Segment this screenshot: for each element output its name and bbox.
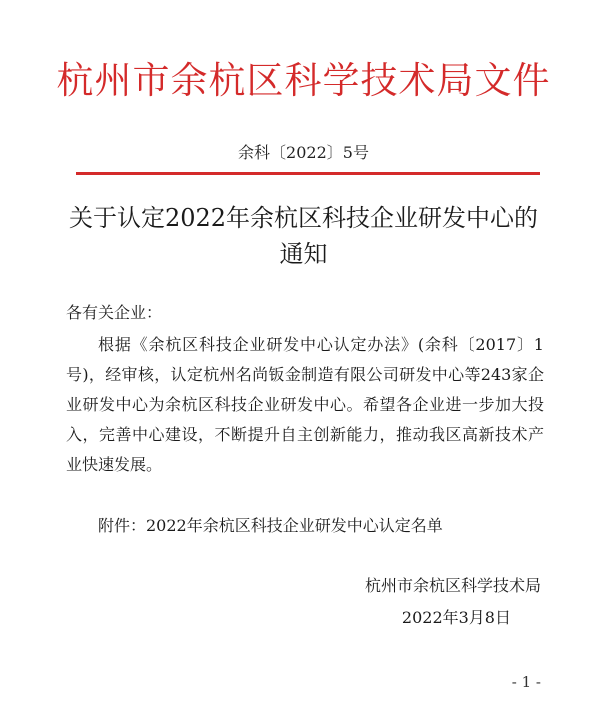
page-number: - 1 - xyxy=(511,673,541,691)
signature-organization: 杭州市余杭区科学技术局 xyxy=(364,576,541,595)
signature-date: 2022年3月8日 xyxy=(401,608,511,627)
document-header-title: 杭州市余杭区科学技术局文件 xyxy=(56,59,551,102)
document-number: 余科〔2022〕5号 xyxy=(238,143,369,162)
salutation: 各有关企业： xyxy=(66,303,163,322)
notice-title-line-1: 关于认定2022年余杭区科技企业研发中心的 xyxy=(68,204,539,232)
body-paragraph: 根据《余杭区科技企业研发中心认定办法》(余科〔2017〕1号)，经审核，认定杭州名尚钣金制造有限公司研发中心等243家企业研发中心为余杭区科技企业研发中心。希望各企业进一步加大投入，完善中心建设，不断提升自主创新能力，推动我区高新技术产业快速发展。 xyxy=(66,335,544,474)
notice-title xyxy=(50,200,557,272)
notice-title-line-2: 通知 xyxy=(279,240,328,268)
red-divider-rule xyxy=(76,172,540,175)
attachment-line: 附件：2022年余杭区科技企业研发中心认定名单 xyxy=(98,516,443,535)
